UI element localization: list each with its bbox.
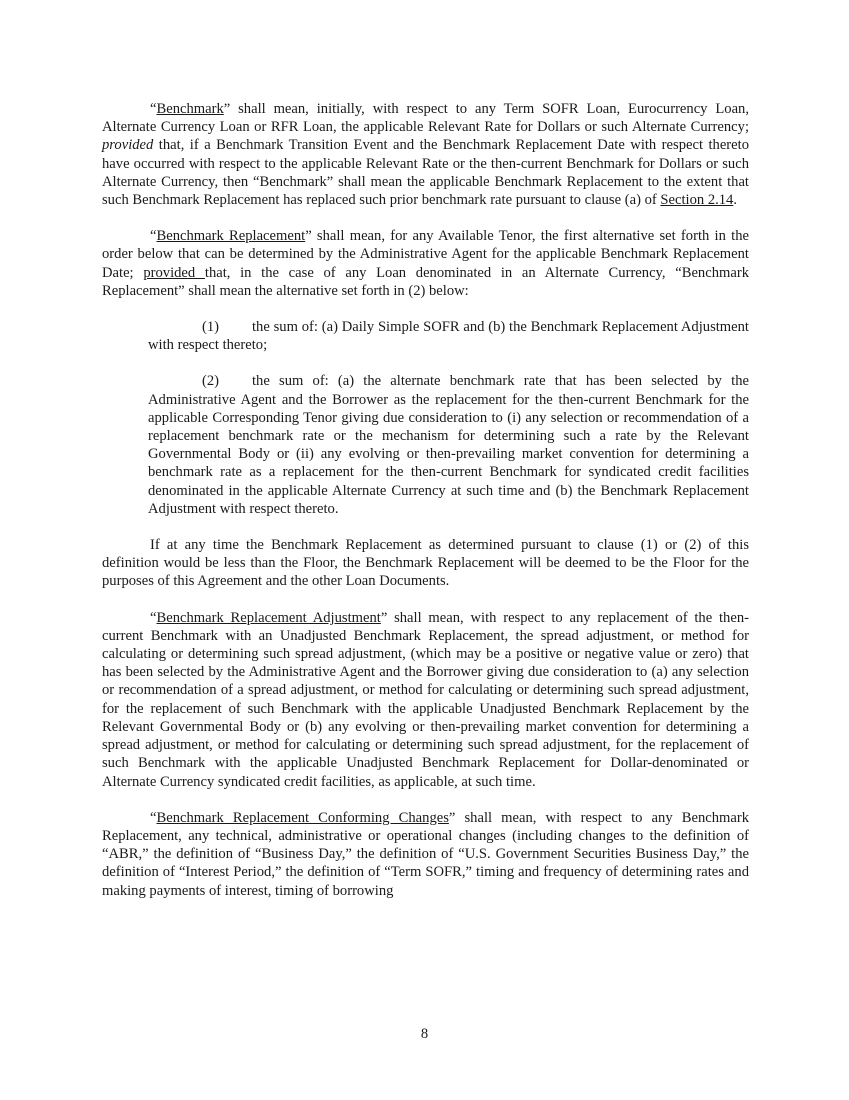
definition-benchmark: “Benchmark” shall mean, initially, with respect to any Term SOFR Loan, Eurocurrency Loan, Alternate Currency Loan or RFR Loan, the applicable Relevant Rate for Dollars or such Alternate Currency; provided that, if a Benchmark Transition Event and the Benchmark Replacement Date with respect thereto have occurred with respect to the applicable Relevant Rate or the then-current Benchmark for Dollars or such Alternate Currency, then “Benchmark” shall mean the applicable Benchmark Replacement to the extent that such Benchmark Replacement has replaced such prior benchmark rate pursuant to clause (a) of Section 2.14. bbox=[102, 101, 749, 209]
defined-term: Benchmark Replacement Adjustment bbox=[156, 609, 381, 626]
page-number: 8 bbox=[420, 1026, 429, 1042]
definition-benchmark-replacement-conforming-changes: “Benchmark Replacement Conforming Changes” shall mean, with respect to any Benchmark Replacement, any technical, administrative or operational changes (including changes to the definition of “ABR,” the definition of “Business Day,” the definition of “U.S. Government Securities Business Day,” the definition of “Interest Period,” the definition of “Term SOFR,” timing and frequency of determining rates and making payments of interest, timing of borrowing bbox=[102, 809, 749, 899]
document-page bbox=[102, 100, 749, 918]
defined-term: Benchmark Replacement bbox=[156, 228, 306, 245]
list-item-2: (2) the sum of: (a) the alternate benchmark rate that has been selected by the Administrative Agent and the Borrower as the replacement for the then-current Benchmark for the applicable Corresponding Tenor giving due consideration to (i) any selection or recommendation of a replacement benchmark rate or the mechanism for determining such a rate by the Relevant Governmental Body or (ii) any evolving or then-prevailing market convention for determining a benchmark rate as a replacement for the then-current Benchmark for syndicated credit facilities denominated in the applicable Alternate Currency at such time and (b) the Benchmark Replacement Adjustment with respect thereto. bbox=[148, 373, 749, 517]
section-reference: Section 2.14 bbox=[660, 192, 734, 209]
definition-benchmark-replacement: “Benchmark Replacement” shall mean, for any Available Tenor, the first alternative set forth in the order below that can be determined by the Administrative Agent for the applicable Benchmark Replacement Date; provided that, in the case of any Loan denominated in an Alternate Currency, “Benchmark Replacement” shall mean the alternative set forth in (2) below: bbox=[102, 228, 749, 299]
list-item-1: (1) the sum of: (a) Daily Simple SOFR and (b) the Benchmark Replacement Adjustment with respect thereto; bbox=[148, 319, 749, 354]
floor-paragraph: If at any time the Benchmark Replacement as determined pursuant to clause (1) or (2) of this definition would be less than the Floor, the Benchmark Replacement will be deemed to be the Floor for the purposes of this Agreement and the other Loan Documents. bbox=[102, 537, 749, 590]
defined-term: Benchmark bbox=[156, 101, 224, 117]
defined-term: Benchmark Replacement Conforming Changes bbox=[156, 809, 449, 826]
definition-benchmark-replacement-adjustment: “Benchmark Replacement Adjustment” shall mean, with respect to any replacement of the then-current Benchmark with an Unadjusted Benchmark Replacement, the spread adjustment, or method for calculating or determining such spread adjustment, (which may be a positive or negative value or zero) that has been selected by the Administrative Agent and the Borrower giving due consideration to (a) any selection or recommendation of a spread adjustment, or method for calculating or determining such spread adjustment, for the replacement of such Benchmark with the applicable Unadjusted Benchmark Replacement by the Relevant Governmental Body or (b) any evolving or then-prevailing market convention for determining a spread adjustment, or method for calculating or determining such spread adjustment, for the replacement of such Benchmark with the applicable Unadjusted Benchmark Replacement for Dollar-denominated or Alternate Currency syndicated credit facilities, as applicable, at such time. bbox=[102, 609, 749, 790]
